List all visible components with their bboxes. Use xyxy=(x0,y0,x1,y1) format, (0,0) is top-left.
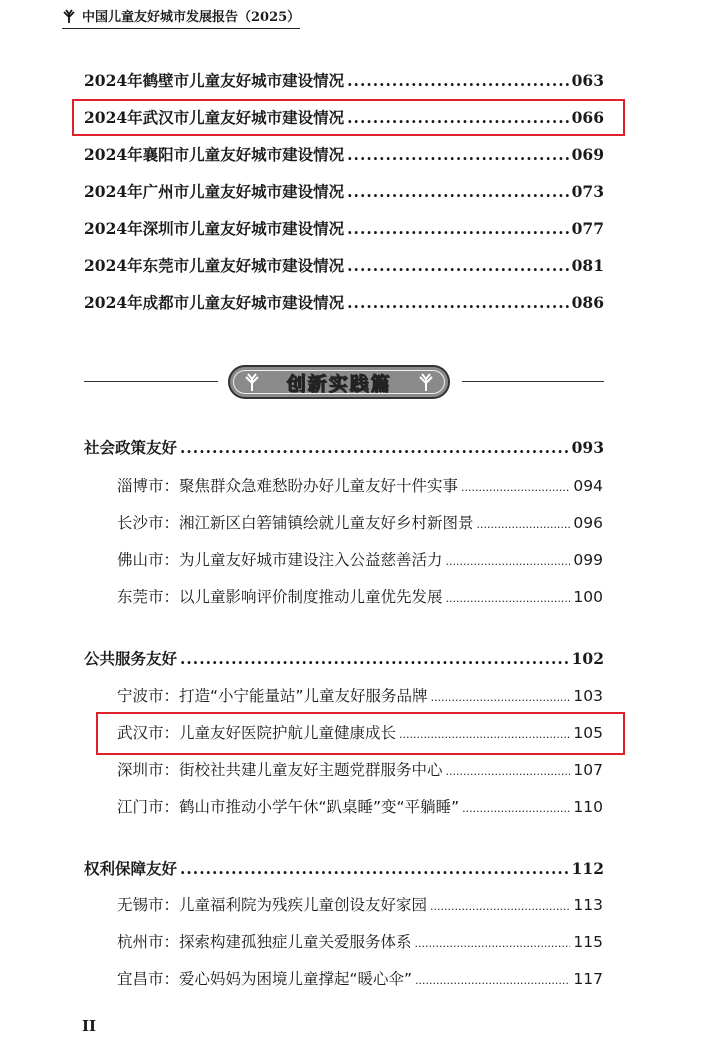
tree-leaf-icon xyxy=(418,373,434,391)
leader-dots xyxy=(347,256,568,275)
running-header xyxy=(62,6,300,29)
sub-entry-title: 东莞市：以儿童影响评价制度推动儿童优先发展 xyxy=(117,588,443,606)
toc-sub-entry[interactable] xyxy=(117,967,603,989)
sub-entry-title: 杭州市：探索构建孤独症儿童关爱服务体系 xyxy=(117,933,412,951)
page-number: II xyxy=(82,1017,97,1035)
leader-dots xyxy=(431,691,571,704)
toc-sub-entry[interactable] xyxy=(117,930,603,952)
tree-leaf-icon xyxy=(244,373,260,391)
toc-entry-title: 2024年鹤壁市儿童友好城市建设情况 xyxy=(84,71,345,90)
toc-group-heading[interactable] xyxy=(84,857,604,879)
tree-logo-icon xyxy=(62,9,76,23)
toc-entry-title: 2024年深圳市儿童友好城市建设情况 xyxy=(84,219,345,238)
leader-dots xyxy=(347,219,568,238)
leader-dots xyxy=(180,649,569,668)
toc-entry-page: 066 xyxy=(571,108,604,127)
leader-dots xyxy=(446,765,571,778)
toc-entry[interactable] xyxy=(84,291,604,313)
toc-entry[interactable] xyxy=(84,254,604,276)
toc-sub-entry[interactable] xyxy=(117,474,603,496)
toc-entry[interactable] xyxy=(84,217,604,239)
leader-dots xyxy=(462,802,570,815)
toc-entry-page: 086 xyxy=(571,293,604,312)
leader-dots xyxy=(461,481,570,494)
sub-entry-page: 113 xyxy=(573,896,603,914)
sub-entry-page: 103 xyxy=(573,687,603,705)
highlight-box xyxy=(96,712,625,755)
sub-entry-title: 深圳市：街校社共建儿童友好主题党群服务中心 xyxy=(117,761,443,779)
leader-dots xyxy=(415,974,570,987)
banner-rule-left xyxy=(84,381,218,382)
sub-entry-page: 099 xyxy=(573,551,603,569)
toc-entry[interactable] xyxy=(84,143,604,165)
sub-entry-page: 107 xyxy=(573,761,603,779)
group-page: 102 xyxy=(571,649,604,668)
group-page: 112 xyxy=(571,859,604,878)
toc-entry-page: 081 xyxy=(571,256,604,275)
section-title: 创新实践篇 xyxy=(286,372,392,395)
toc-sub-entry[interactable] xyxy=(117,893,603,915)
toc-entry-page: 077 xyxy=(571,219,604,238)
sub-entry-page: 110 xyxy=(573,798,603,816)
toc-entry-title: 2024年成都市儿童友好城市建设情况 xyxy=(84,293,345,312)
group-title: 社会政策友好 xyxy=(84,438,178,457)
toc-entry-title: 2024年东莞市儿童友好城市建设情况 xyxy=(84,256,345,275)
sub-entry-page: 100 xyxy=(573,588,603,606)
leader-dots xyxy=(430,900,570,913)
toc-entry-page: 073 xyxy=(571,182,604,201)
sub-entry-title: 长沙市：湘江新区白箬铺镇绘就儿童友好乡村新图景 xyxy=(117,514,474,532)
toc-sub-entry[interactable] xyxy=(117,511,603,533)
sub-entry-title: 宜昌市：爱心妈妈为困境儿童撑起“暖心伞” xyxy=(117,970,413,988)
header-title: 中国儿童友好城市发展报告（2025） xyxy=(82,10,301,25)
sub-entry-title: 佛山市：为儿童友好城市建设注入公益慈善活力 xyxy=(117,551,443,569)
toc-sub-entry[interactable] xyxy=(117,795,603,817)
leader-dots xyxy=(180,859,569,878)
group-page: 093 xyxy=(571,438,604,457)
sub-entry-title: 武汉市：儿童友好医院护航儿童健康成长 xyxy=(117,724,397,742)
leader-dots xyxy=(347,293,568,312)
toc-sub-entry[interactable] xyxy=(117,758,603,780)
toc-sub-entry[interactable] xyxy=(117,548,603,570)
sub-entry-page: 096 xyxy=(573,514,603,532)
sub-entry-page: 105 xyxy=(573,724,603,742)
leader-dots xyxy=(347,71,568,90)
toc-group-heading[interactable] xyxy=(84,647,604,669)
sub-entry-title: 无锡市：儿童福利院为残疾儿童创设友好家园 xyxy=(117,896,428,914)
leader-dots xyxy=(415,937,571,950)
banner-rule-right xyxy=(462,381,604,382)
sub-entry-title: 江门市：鹤山市推动小学午休“趴桌睡”变“平躺睡” xyxy=(117,798,460,816)
toc-entry-title: 2024年武汉市儿童友好城市建设情况 xyxy=(84,108,345,127)
leader-dots xyxy=(347,182,568,201)
sub-entry-page: 115 xyxy=(573,933,603,951)
leader-dots xyxy=(347,145,568,164)
sub-entry-title: 宁波市：打造“小宁能量站”儿童友好服务品牌 xyxy=(117,687,428,705)
sub-entry-page: 117 xyxy=(573,970,603,988)
toc-entry[interactable] xyxy=(84,180,604,202)
toc-entry-page: 069 xyxy=(571,145,604,164)
toc-entry[interactable] xyxy=(84,69,604,91)
toc-group-heading[interactable] xyxy=(84,436,604,458)
leader-dots xyxy=(446,555,571,568)
leader-dots xyxy=(477,518,571,531)
sub-entry-page: 094 xyxy=(573,477,603,495)
leader-dots xyxy=(446,592,571,605)
section-banner xyxy=(228,365,450,399)
toc-sub-entry[interactable] xyxy=(117,585,603,607)
toc-entry-title: 2024年襄阳市儿童友好城市建设情况 xyxy=(84,145,345,164)
sub-entry-title: 淄博市：聚焦群众急难愁盼办好儿童友好十件实事 xyxy=(117,477,459,495)
group-title: 权利保障友好 xyxy=(84,859,178,878)
highlight-box xyxy=(72,99,625,136)
toc-entry-page: 063 xyxy=(571,71,604,90)
toc-entry-title: 2024年广州市儿童友好城市建设情况 xyxy=(84,182,345,201)
toc-sub-entry[interactable] xyxy=(117,684,603,706)
leader-dots xyxy=(180,438,569,457)
group-title: 公共服务友好 xyxy=(84,649,178,668)
